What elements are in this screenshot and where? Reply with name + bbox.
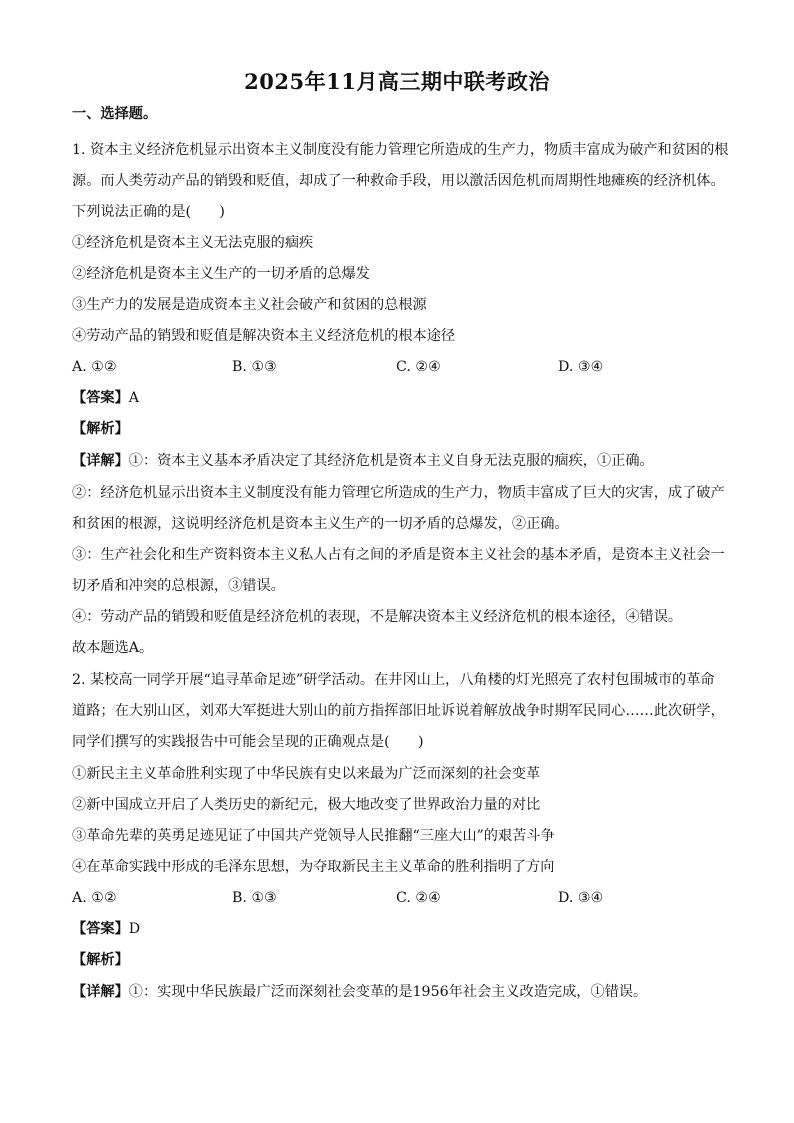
q1-answer [72,388,732,408]
q1-option-d: D. ③④ [558,359,604,375]
detail-text: ①：实现中华民族最广泛而深刻社会变革的是1956年社会主义改造完成，①错误。 [128,984,648,1000]
q1-conclusion: 故本题选A。 [72,640,154,656]
page-title: 2025年11月高三期中联考政治 [244,69,550,94]
section-heading: 一、选择题。 [72,106,158,122]
detail-tag: 【详解】 [72,984,129,1000]
detail-text: ①：资本主义基本矛盾决定了其经济危机是资本主义自身无法克服的痼疾，①正确。 [128,453,654,469]
q2-item-2: ②新中国成立开启了人类历史的新纪元，极大地改变了世界政治力量的对比 [72,797,541,813]
q2-item-4: ④在革命实践中形成的毛泽东思想，为夺取新民主主义革命的胜利指明了方向 [72,859,555,875]
q1-item-3: ③生产力的发展是造成资本主义社会破产和贫困的总根源 [72,297,427,313]
q1-stem-line-2: 源。而人类劳动产品的销毁和贬值，却成了一种救命手段，用以激活因危机而周期性地瘫痪的经济机体。 [72,173,725,189]
q2-answer [72,919,732,939]
q1-item-4: ④劳动产品的销毁和贬值是解决资本主义经济危机的根本途径 [72,328,456,344]
q2-stem-line-3: 同学们撰写的实践报告中可能会呈现的正确观点是( ) [72,734,424,750]
q2-item-3: ③革命先辈的英勇足迹见证了中国共产党领导人民推翻“三座大山”的艰苦斗争 [72,828,555,844]
q1-detail-1 [72,451,732,471]
q1-stem-line-3: 下列说法正确的是( ) [72,204,225,220]
q1-item-1: ①经济危机是资本主义无法克服的痼疾 [72,235,314,251]
q2-option-c: C. ②④ [396,890,441,906]
q1-option-c: C. ②④ [396,359,441,375]
q2-option-d: D. ③④ [558,890,604,906]
q2-option-a: A. ①② [72,890,117,906]
q1-item-2: ②经济危机是资本主义生产的一切矛盾的总爆发 [72,266,370,282]
q1-detail-2b: 和贫困的根源，这说明经济危机是资本主义生产的一切矛盾的总爆发，②正确。 [72,516,569,532]
q1-detail-4: ④：劳动产品的销毁和贬值是经济危机的表现，不是解决资本主义经济危机的根本途径，④错误。 [72,609,683,625]
q1-stem-line-1: 1. 资本主义经济危机显示出资本主义制度没有能力管理它所造成的生产力，物质丰富成为破产和贫困的根 [72,142,729,158]
answer-tag: 【答案】 [72,921,129,937]
answer-value: A [128,390,140,406]
q1-detail-3a: ③：生产社会化和生产资料资本主义私人占有之间的矛盾是资本主义社会的基本矛盾，是资本主义社会一 [72,547,725,563]
q1-option-b: B. ①③ [232,359,277,375]
q1-detail-2a: ②：经济危机显示出资本主义制度没有能力管理它所造成的生产力，物质丰富成了巨大的灾害，成了破产 [72,485,725,501]
q2-analysis-tag: 【解析】 [72,952,129,968]
detail-tag: 【详解】 [72,453,129,469]
answer-value: D [128,921,141,937]
q1-analysis-tag: 【解析】 [72,421,129,437]
q2-item-1: ①新民主主义革命胜利实现了中华民族有史以来最为广泛而深刻的社会变革 [72,766,541,782]
q2-detail-1 [72,982,732,1002]
q2-stem-line-2: 道路；在大别山区，刘邓大军挺进大别山的前方指挥部旧址诉说着解放战争时期军民同心……此次研学， [72,703,725,719]
q1-detail-3b: 切矛盾和冲突的总根源，③错误。 [72,578,285,594]
q2-option-b: B. ①③ [232,890,277,906]
q2-stem-line-1: 2. 某校高一同学开展“追寻革命足迹”研学活动。在井冈山上，八角楼的灯光照亮了农村包围城市的革命 [72,672,715,688]
answer-tag: 【答案】 [72,390,129,406]
q1-option-a: A. ①② [72,359,117,375]
